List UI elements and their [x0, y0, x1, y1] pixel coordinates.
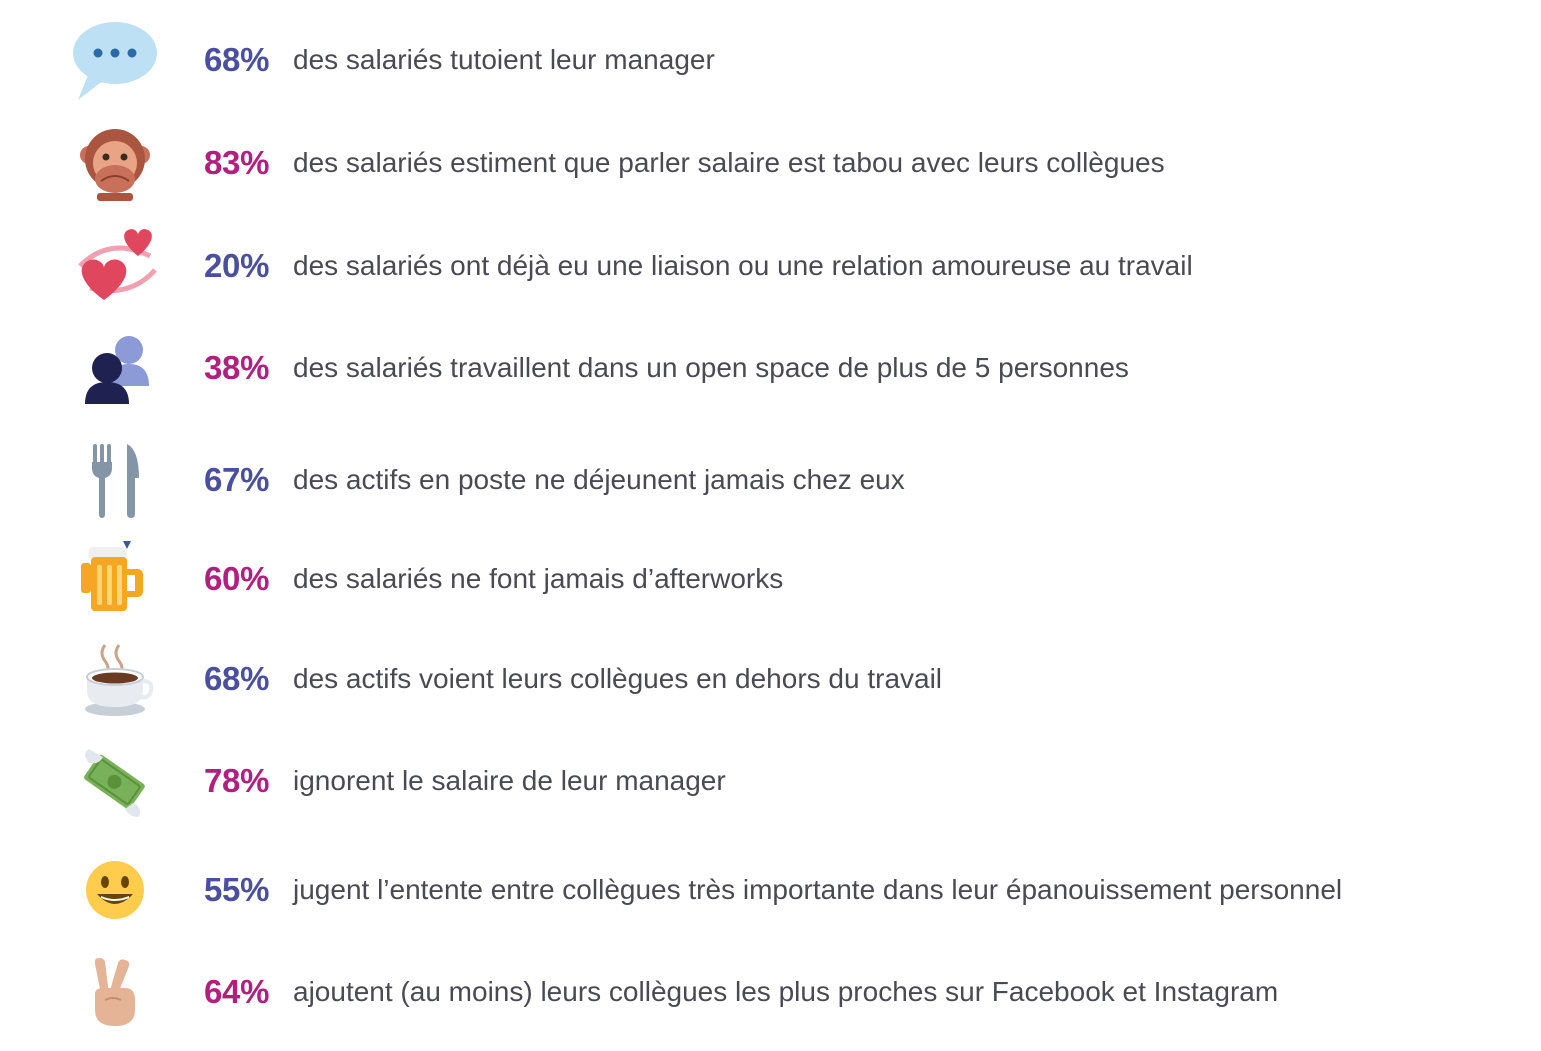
stat-row: [0, 539, 1541, 619]
stat-percent: 67%: [204, 461, 270, 498]
stat-percent: 64%: [204, 973, 270, 1010]
money-with-wings-icon: [70, 741, 160, 821]
hot-beverage-icon: [70, 639, 160, 719]
stat-percent: 38%: [204, 349, 270, 386]
stat-text: des salariés estiment que parler salaire est tabou avec leurs collègues: [293, 147, 1165, 178]
fork-and-knife-icon: [70, 440, 160, 520]
speech-bubble-icon: [70, 20, 160, 100]
stat-percent: 78%: [204, 762, 270, 799]
stat-percent: 20%: [204, 247, 270, 284]
busts-in-silhouette-icon: [70, 328, 160, 408]
stat-text: des salariés tutoient leur manager: [293, 44, 715, 75]
revolving-hearts-icon: [70, 226, 160, 306]
victory-hand-icon: [70, 952, 160, 1032]
stat-text: des salariés travaillent dans un open space de plus de 5 personnes: [293, 352, 1129, 383]
stat-row: [0, 123, 1541, 203]
stat-percent: 68%: [204, 660, 270, 697]
stat-percent: 83%: [204, 144, 270, 181]
stat-text: des salariés ne font jamais d’afterworks: [293, 563, 784, 594]
stat-percent: 60%: [204, 560, 270, 597]
stat-row: [0, 639, 1541, 719]
stat-text: jugent l’entente entre collègues très importante dans leur épanouissement personnel: [293, 874, 1343, 905]
stat-row: [0, 741, 1541, 821]
stat-row: [0, 226, 1541, 306]
stat-row: [0, 850, 1541, 930]
stat-text: ajoutent (au moins) leurs collègues les plus proches sur Facebook et Instagram: [293, 976, 1279, 1007]
stat-row: [0, 20, 1541, 100]
stat-text: ignorent le salaire de leur manager: [293, 765, 726, 796]
stat-percent: 68%: [204, 41, 270, 78]
stat-row: [0, 328, 1541, 408]
stat-row: [0, 952, 1541, 1032]
stat-text: des actifs voient leurs collègues en dehors du travail: [293, 663, 943, 694]
stat-text: des salariés ont déjà eu une liaison ou une relation amoureuse au travail: [293, 250, 1193, 281]
stat-row: [0, 440, 1541, 520]
smiling-face-icon: [70, 850, 160, 930]
beer-mug-icon: [70, 539, 160, 619]
speak-no-evil-monkey-icon: [70, 123, 160, 203]
stat-percent: 55%: [204, 871, 270, 908]
stat-text: des actifs en poste ne déjeunent jamais chez eux: [293, 464, 905, 495]
